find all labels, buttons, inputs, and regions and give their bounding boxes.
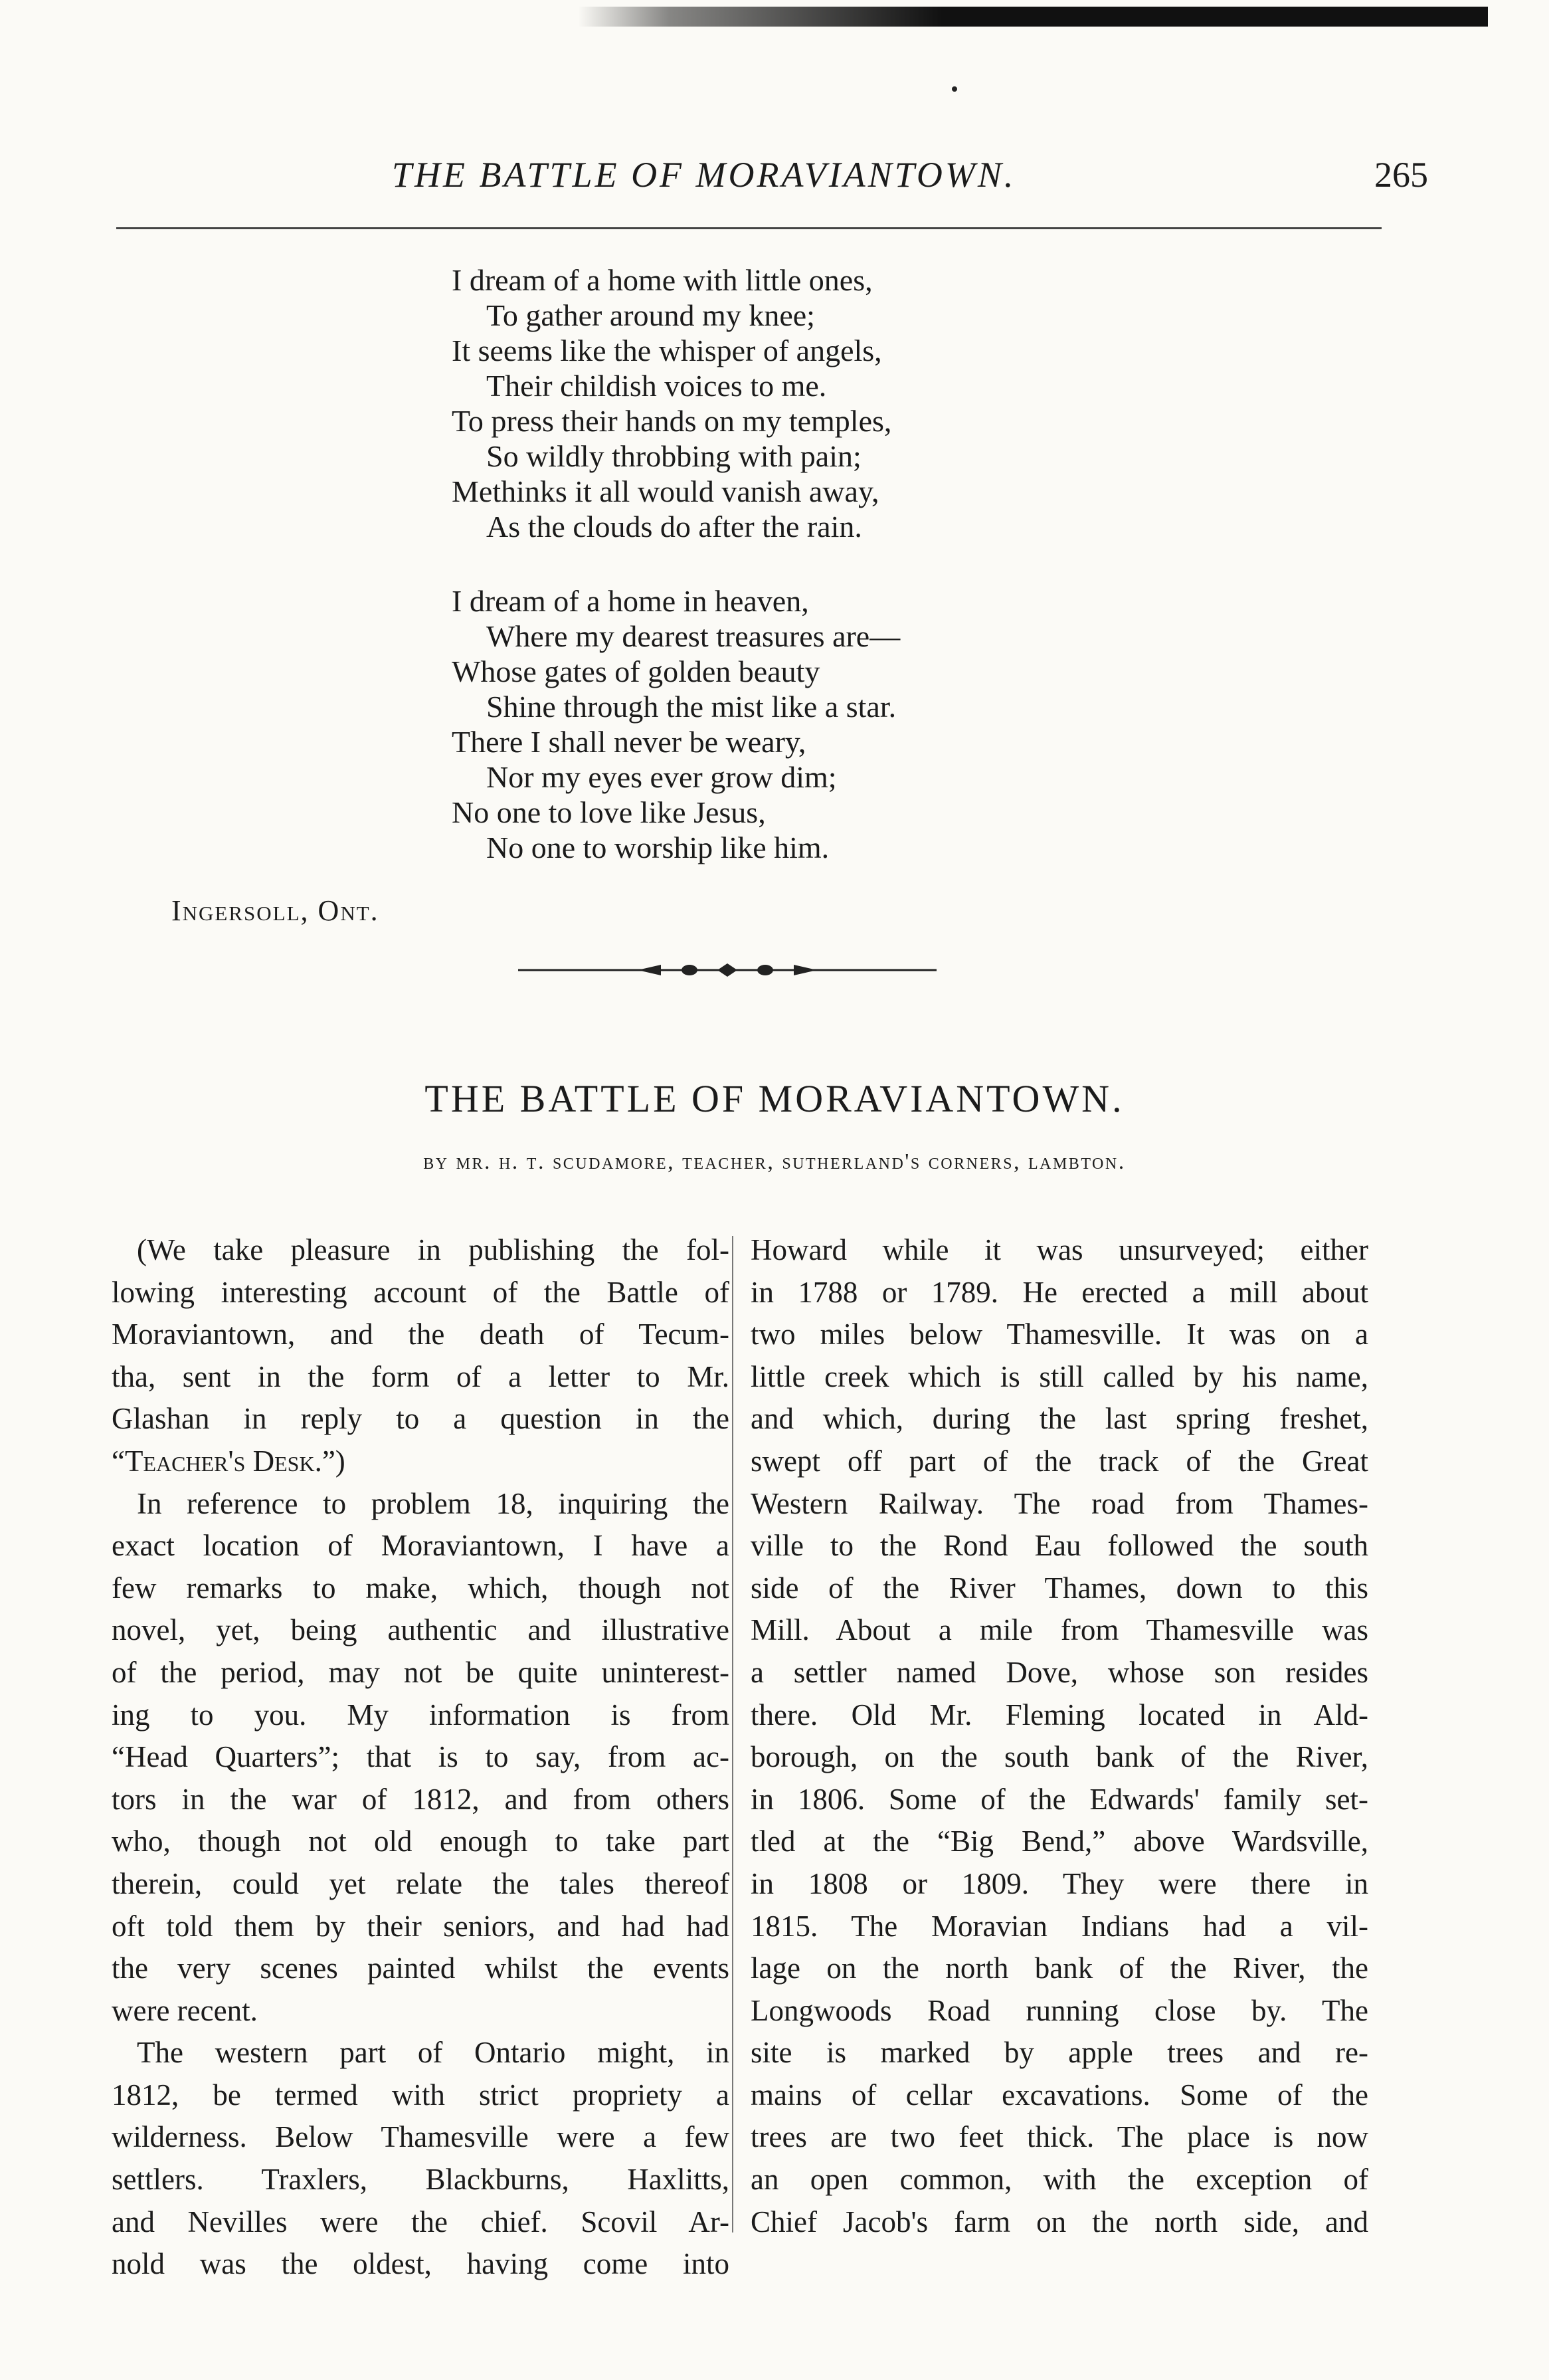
text-line: trees are two feet thick. The place is now (751, 2120, 1368, 2154)
text-line: who, though not old enough to take part (112, 1825, 729, 1858)
poem-line: Nor my eyes ever grow dim; (486, 760, 837, 794)
poem-line: To gather around my knee; (486, 298, 815, 332)
text-line: wilderness. Below Thamesville were a few (112, 2120, 729, 2154)
text-line: borough, on the south bank of the River, (751, 1740, 1368, 1774)
poem-line: Shine through the mist like a star. (486, 690, 897, 724)
text-line: Glashan in reply to a question in the (112, 1402, 729, 1436)
text-line: In reference to problem 18, inquiring the (137, 1486, 729, 1520)
poem-place: Ingersoll, Ont. (171, 894, 379, 927)
text-line: nold was the oldest, having come into (112, 2247, 729, 2281)
header-rule (116, 227, 1382, 229)
text-line: the very scenes painted whilst the events (112, 1951, 729, 1985)
poem-line: No one to worship like him. (486, 831, 830, 864)
text-line: two miles below Thamesville. It was on a (751, 1318, 1368, 1351)
text-line: and Nevilles were the chief. Scovil Ar- (112, 2205, 729, 2238)
text-line: few remarks to make, which, though not (112, 1571, 729, 1605)
text-line: oft told them by their seniors, and had had (112, 1909, 729, 1943)
text-line: in 1806. Some of the Edwards' family set- (751, 1782, 1368, 1816)
section-ornament (518, 957, 937, 983)
poem-line: To press their hands on my temples, (452, 404, 892, 438)
poem-line: There I shall never be weary, (452, 725, 806, 759)
text-line: in 1788 or 1789. He erected a mill about (751, 1275, 1368, 1309)
text-line: “Head Quarters”; that is to say, from ac- (112, 1740, 729, 1774)
text-line: (We take pleasure in publishing the fol- (137, 1233, 729, 1266)
text-line: were recent. (112, 1993, 258, 2027)
text-line: tha, sent in the form of a letter to Mr. (112, 1359, 729, 1393)
text-line: Longwoods Road running close by. The (751, 1993, 1368, 2027)
text-line: “Teacher's Desk.”) (112, 1444, 345, 1478)
text-line: lowing interesting account of the Battle of (112, 1275, 729, 1309)
poem-line: Methinks it all would vanish away, (452, 474, 879, 508)
text-line: The western part of Ontario might, in (137, 2036, 729, 2070)
poem-line: I dream of a home in heaven, (452, 584, 809, 618)
text-line: of the period, may not be quite uninterest- (112, 1655, 729, 1689)
poem-line: I dream of a home with little ones, (452, 263, 873, 297)
text-line: site is marked by apple trees and re- (751, 2036, 1368, 2070)
poem-line: It seems like the whisper of angels, (452, 334, 882, 367)
text-line: in 1808 or 1809. They were there in (751, 1866, 1368, 1900)
scan-speck (952, 86, 957, 92)
text-line: Chief Jacob's farm on the north side, and (751, 2205, 1368, 2238)
text-line: there. Old Mr. Fleming located in Ald- (751, 1698, 1368, 1732)
text-line: 1815. The Moravian Indians had a vil- (751, 1909, 1368, 1943)
poem-stanza-2 (452, 583, 1182, 865)
text-line: and which, during the last spring freshet, (751, 1402, 1368, 1436)
text-line: an open common, with the exception of (751, 2163, 1368, 2197)
text-line: ing to you. My information is from (112, 1698, 729, 1732)
text-line: swept off part of the track of the Great (751, 1444, 1368, 1478)
text-line: novel, yet, being authentic and illustrative (112, 1613, 729, 1647)
scan-artifact (578, 7, 1488, 27)
poem-line: Whose gates of golden beauty (452, 654, 820, 688)
poem-line: No one to love like Jesus, (452, 795, 766, 829)
text-line: Howard while it was unsurveyed; either (751, 1233, 1368, 1266)
text-line: mains of cellar excavations. Some of the (751, 2078, 1368, 2112)
text-line: side of the River Thames, down to this (751, 1571, 1368, 1605)
poem-line: Where my dearest treasures are— (486, 619, 901, 653)
text-line: exact location of Moraviantown, I have a (112, 1529, 729, 1563)
running-title: THE BATTLE OF MORAVIANTOWN. (392, 155, 1016, 195)
page-number: 265 (1374, 155, 1428, 195)
text-line: Moraviantown, and the death of Tecum- (112, 1318, 729, 1351)
text-line: Western Railway. The road from Thames- (751, 1486, 1368, 1520)
column-rule (732, 1236, 733, 2232)
text-line: settlers. Traxlers, Blackburns, Haxlitts, (112, 2163, 729, 2197)
text-line: therein, could yet relate the tales thereof (112, 1866, 729, 1900)
text-line: lage on the north bank of the River, the (751, 1951, 1368, 1985)
article-byline: by mr. h. t. scudamore, teacher, sutherland's corners, lambton. (423, 1149, 1126, 1174)
text-line: 1812, be termed with strict propriety a (112, 2078, 729, 2112)
text-line: a settler named Dove, whose son resides (751, 1655, 1368, 1689)
article-title: THE BATTLE OF MORAVIANTOWN. (424, 1077, 1125, 1120)
left-column (112, 1229, 729, 2286)
poem-stanza-1 (452, 262, 1182, 544)
text-line: tors in the war of 1812, and from others (112, 1782, 729, 1816)
text-line: Mill. About a mile from Thamesville was (751, 1613, 1368, 1647)
poem-line: Their childish voices to me. (486, 369, 827, 403)
text-line: tled at the “Big Bend,” above Wardsville, (751, 1825, 1368, 1858)
text-line: little creek which is still called by his name, (751, 1359, 1368, 1393)
poem-line: As the clouds do after the rain. (486, 510, 862, 544)
right-column (751, 1229, 1368, 2243)
text-line: ville to the Rond Eau followed the south (751, 1529, 1368, 1563)
poem-line: So wildly throbbing with pain; (486, 439, 862, 473)
